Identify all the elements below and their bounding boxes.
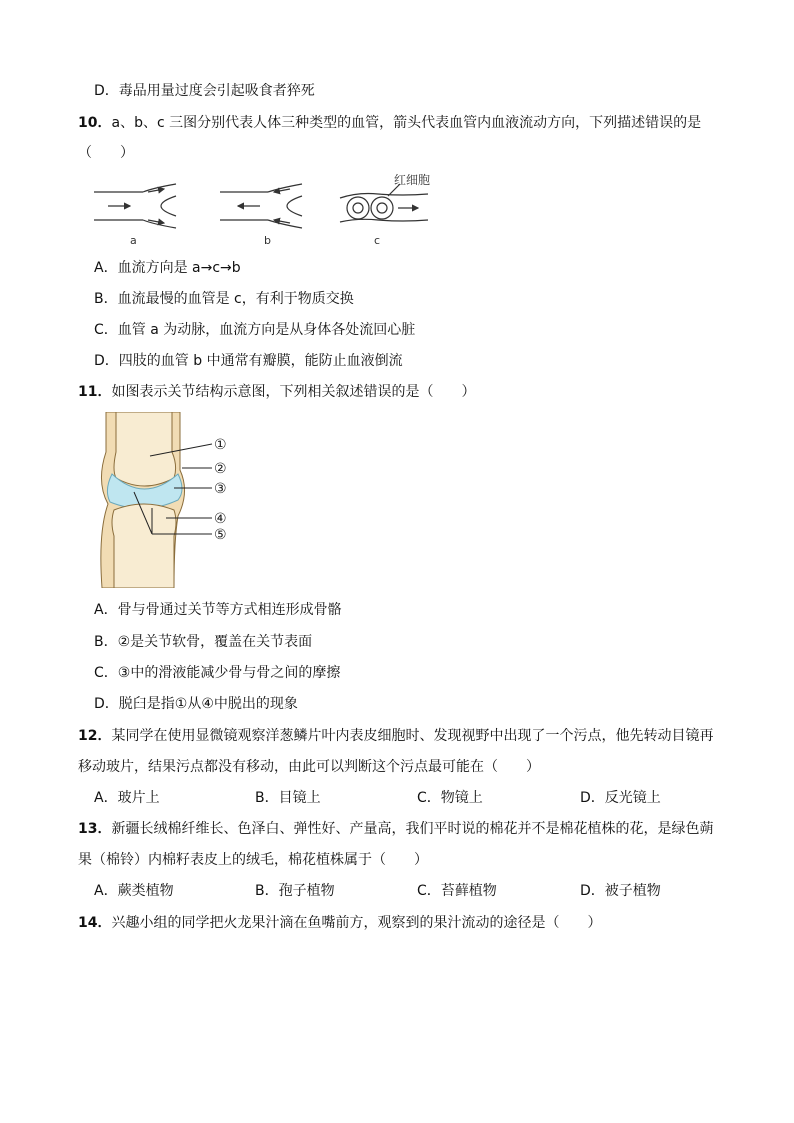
q13-stem-line2: 果（棉铃）内棉籽表皮上的绒毛，棉花植株属于（ ） xyxy=(78,852,428,868)
q11-stem-text: 如图表示关节结构示意图，下列相关叙述错误的是（ ） xyxy=(111,384,476,400)
q10-option-b: B．血流最慢的血管是 c，有利于物质交换 xyxy=(94,291,354,307)
q14-stem xyxy=(78,913,601,933)
q10-option-d: D．四肢的血管 b 中通常有瓣膜，能防止血液倒流 xyxy=(94,353,403,369)
q12-stem-line1 xyxy=(78,726,713,746)
q11-option-a: A．骨与骨通过关节等方式相连形成骨骼 xyxy=(94,602,342,618)
q12-option-a: A．玻片上 xyxy=(94,790,160,806)
blood-vessel-figure xyxy=(88,170,448,250)
q12-stem-text-1: 某同学在使用显微镜观察洋葱鳞片叶内表皮细胞时、发现视野中出现了一个污点，他先转动目镜再 xyxy=(111,728,714,744)
joint-label-3: ③ xyxy=(214,481,227,497)
joint-head-bone xyxy=(114,412,176,486)
joint-label-4: ④ xyxy=(214,511,227,527)
q13-stem-line1 xyxy=(78,819,713,839)
vessel-b-diagram xyxy=(220,184,302,228)
q11-option-c: C．③中的滑液能减少骨与骨之间的摩擦 xyxy=(94,665,341,681)
q13-options xyxy=(94,881,734,901)
q13-stem-text-1: 新疆长绒棉纤维长、色泽白、弹性好、产量高，我们平时说的棉花并不是棉花植株的花，是绿色蒴 xyxy=(111,821,714,837)
q14-stem-text: 兴趣小组的同学把火龙果汁滴在鱼嘴前方，观察到的果汁流动的途径是（ ） xyxy=(111,915,602,931)
q10-option-a: A．血流方向是 a→c→b xyxy=(94,260,241,276)
joint-label-1: ① xyxy=(214,437,227,453)
q12-option-b: B．目镜上 xyxy=(255,790,321,806)
q10-number: 10． xyxy=(78,115,112,131)
q12-options xyxy=(94,788,734,808)
vessel-a-label: a xyxy=(130,234,137,247)
q10-stem-text: a、b、c 三图分别代表人体三种类型的血管，箭头代表血管内血液流动方向，下列描述错误的是 xyxy=(111,115,702,131)
vessel-c-diagram xyxy=(340,184,428,222)
q9-option-d: D．毒品用量过度会引起吸食者猝死 xyxy=(94,83,315,99)
q10-stem xyxy=(78,113,701,133)
joint-structure-figure xyxy=(94,412,244,588)
q11-stem xyxy=(78,382,475,402)
q11-number: 11． xyxy=(78,384,112,400)
vessel-a-diagram xyxy=(94,184,176,228)
q12-option-c: C．物镜上 xyxy=(417,790,483,806)
joint-label-5: ⑤ xyxy=(214,527,227,543)
vessel-c-label: c xyxy=(374,234,381,247)
q13-number: 13． xyxy=(78,821,112,837)
q10-option-c: C．血管 a 为动脉，血流方向是从身体各处流回心脏 xyxy=(94,322,416,338)
joint-label-2: ② xyxy=(214,461,227,477)
q13-option-c: C．苔藓植物 xyxy=(417,883,497,899)
q12-option-d: D．反光镜上 xyxy=(580,790,661,806)
q12-stem-line2: 移动玻片，结果污点都没有移动，由此可以判断这个污点最可能在（ ） xyxy=(78,759,540,775)
q13-option-b: B．孢子植物 xyxy=(255,883,335,899)
q12-number: 12． xyxy=(78,728,112,744)
red-blood-cell-label: 红细胞 xyxy=(394,173,431,187)
vessel-b-label: b xyxy=(264,234,271,247)
q10-paren: （ ） xyxy=(78,145,134,161)
q13-option-d: D．被子植物 xyxy=(580,883,661,899)
q11-option-b: B．②是关节软骨，覆盖在关节表面 xyxy=(94,634,313,650)
q13-option-a: A．蕨类植物 xyxy=(94,883,174,899)
q11-option-d: D．脱臼是指①从④中脱出的现象 xyxy=(94,696,298,712)
q14-number: 14． xyxy=(78,915,112,931)
